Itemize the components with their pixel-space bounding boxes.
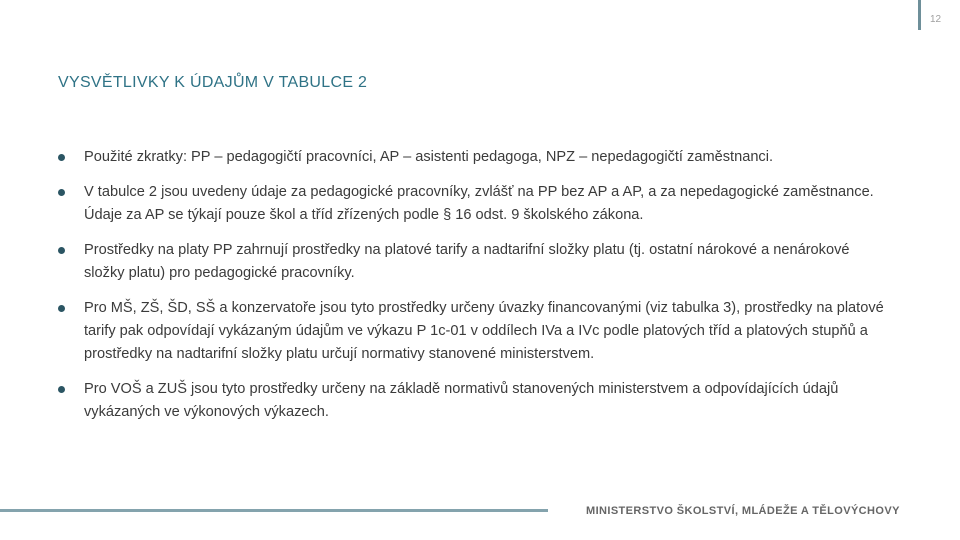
bullet-text: Pro MŠ, ZŠ, ŠD, SŠ a konzervatoře jsou tyto prostředky určeny úvazky financovanými (viz tabulka 3), prostředky na platové tarify pak odpovídají vykázaným údajům ve výkazu P 1c-01 v oddílech IVa a IVc podle platových tříd a platových stupňů a prostředky na nadtarifní složky platu určují normativy stanovené ministerstvem.: [84, 300, 884, 362]
bullet-dot-icon: [58, 305, 65, 312]
bullet-dot-icon: [58, 386, 65, 393]
list-item: [58, 378, 888, 424]
list-item: [58, 297, 888, 366]
bullet-text: Použité zkratky: PP – pedagogičtí pracovníci, AP – asistenti pedagoga, NPZ – nepedagogičtí zaměstnanci.: [84, 149, 774, 165]
page-title: VYSVĚTLIVKY K ÚDAJŮM V TABULCE 2: [58, 74, 368, 91]
bullet-text: Pro VOŠ a ZUŠ jsou tyto prostředky určeny na základě normativů stanovených ministerstvem a odpovídajících údajů vykázaných ve výkonových výkazech.: [84, 381, 839, 420]
footer-ministry-logo: MINISTERSTVO ŠKOLSTVÍ, MLÁDEŽE A TĚLOVÝCHOVY: [586, 505, 900, 517]
footer-divider: [0, 509, 548, 512]
slide-number: 12: [930, 14, 942, 25]
bullet-dot-icon: [58, 154, 65, 161]
bullet-text: Prostředky na platy PP zahrnují prostředky na platové tarify a nadtarifní složky platu (tj. ostatní nárokové a nenárokové složky platu) pro pedagogické pracovníky.: [84, 242, 850, 281]
slide-number-divider: [918, 0, 921, 30]
bullet-dot-icon: [58, 189, 65, 196]
list-item: [58, 181, 888, 227]
bullet-text: V tabulce 2 jsou uvedeny údaje za pedagogické pracovníky, zvlášť na PP bez AP a AP, a za nepedagogické zaměstnance. Údaje za AP se týkají pouze škol a tříd zřízených podle § 16 odst. 9 školského zákona.: [84, 184, 874, 223]
bullet-dot-icon: [58, 247, 65, 254]
list-item: [58, 146, 888, 169]
list-item: [58, 239, 888, 285]
bullet-list: [58, 146, 888, 436]
